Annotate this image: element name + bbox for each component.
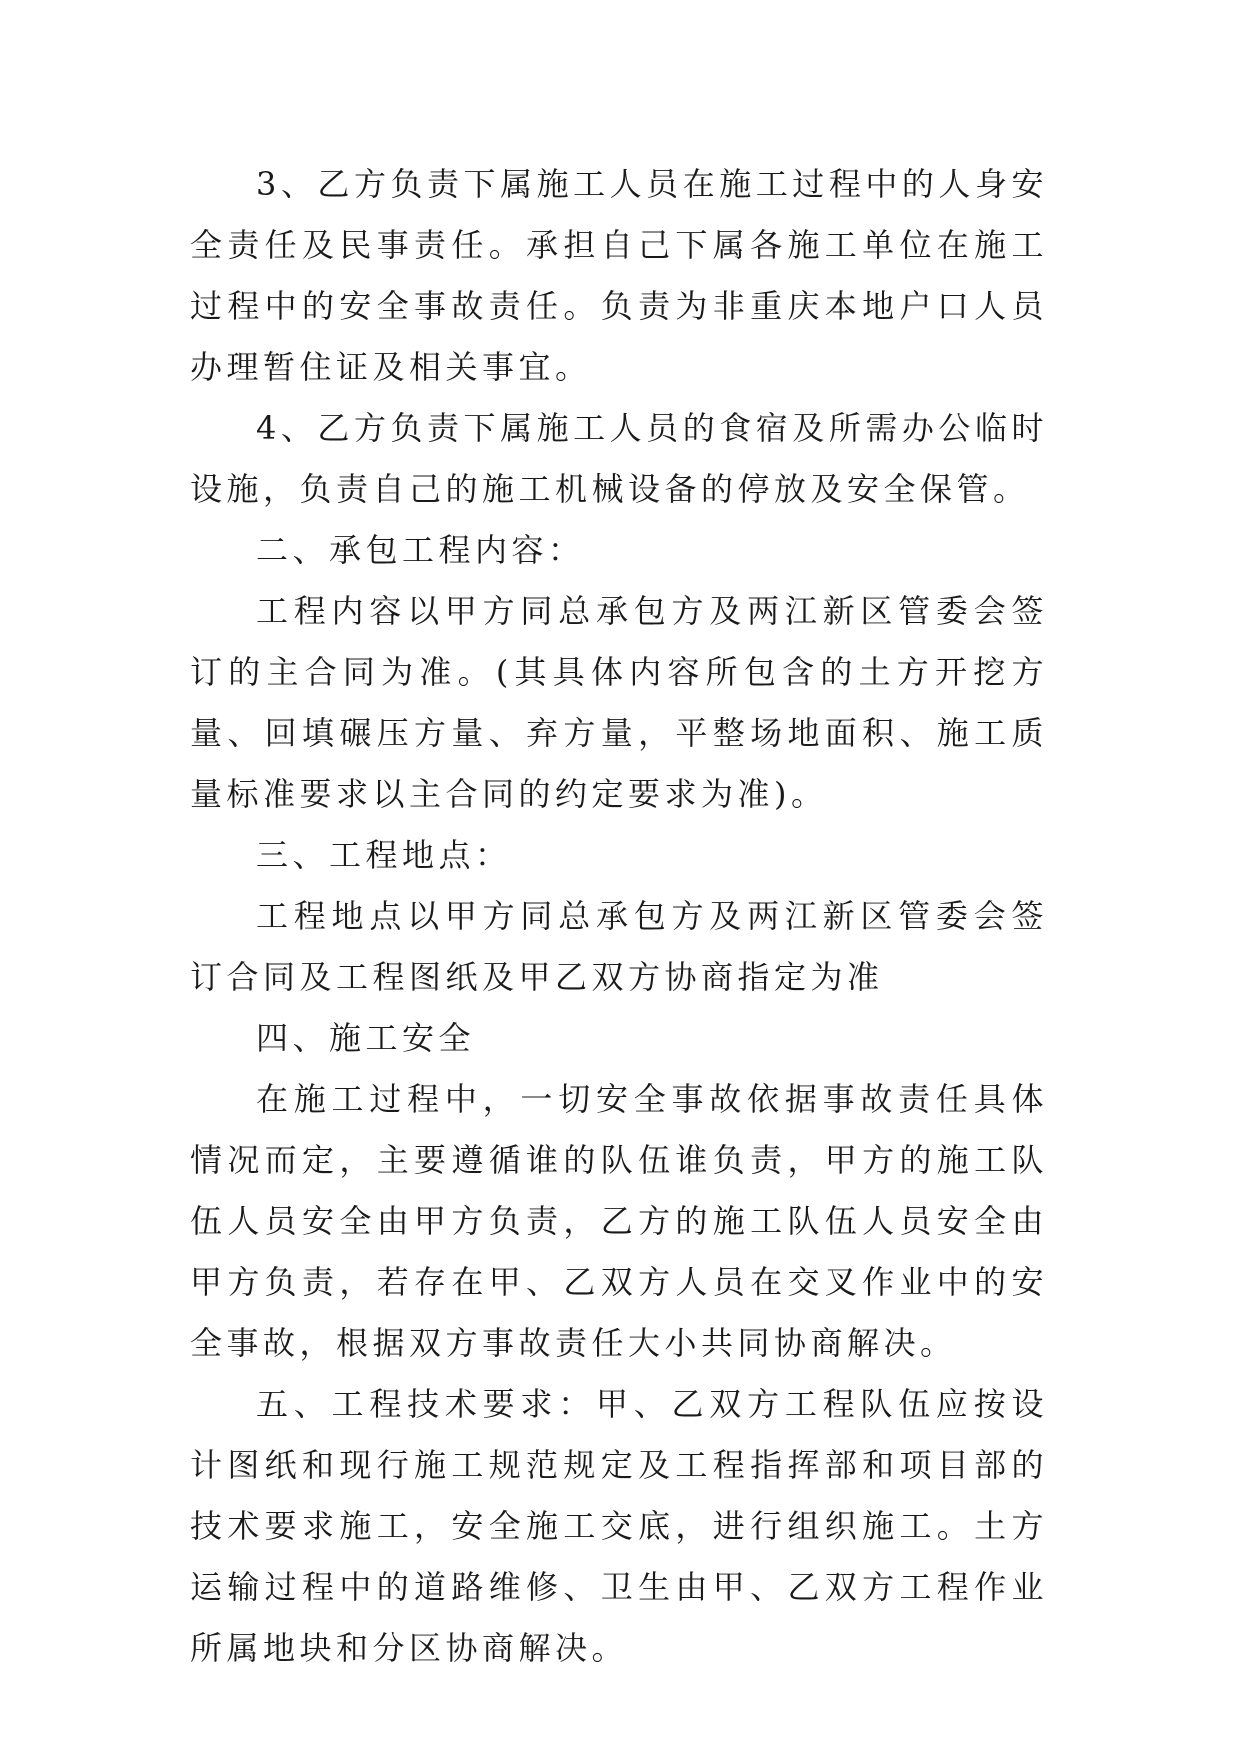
heading-section-2: 二、承包工程内容： [256,531,585,569]
document-body [190,154,1048,1679]
heading-section-3: 三、工程地点： [256,836,512,874]
heading-section-4: 四、施工安全 [256,1019,476,1057]
paragraph-section-5: 五、工程技术要求：甲、乙双方工程队伍应按设计图纸和现行施工规范规定及工程指挥部和项目部的技术要求施工，安全施工交底，进行组织施工。土方运输过程中的道路维修、卫生由甲、乙双方工程作业所属地块和分区协商解决。 [190,1385,1048,1667]
paragraph-clause-3: 3、乙方负责下属施工人员在施工过程中的人身安全责任及民事责任。承担自己下属各施工单位在施工过程中的安全事故责任。负责为非重庆本地户口人员办理暂住证及相关事宜。 [190,165,1048,386]
paragraph-section-4: 在施工过程中，一切安全事故依据事故责任具体情况而定，主要遵循谁的队伍谁负责，甲方的施工队伍人员安全由甲方负责，乙方的施工队伍人员安全由甲方负责，若存在甲、乙双方人员在交叉作业中的安全事故，根据双方事故责任大小共同协商解决。 [190,1080,1048,1362]
paragraph-section-3: 工程地点以甲方同总承包方及两江新区管委会签订合同及工程图纸及甲乙双方协商指定为准 [190,897,1048,996]
paragraph-section-2: 工程内容以甲方同总承包方及两江新区管委会签订的主合同为准。(其具体内容所包含的土方开挖方量、回填碾压方量、弃方量，平整场地面积、施工质量标准要求以主合同的约定要求为准)。 [190,592,1048,813]
paragraph-clause-4: 4、乙方负责下属施工人员的食宿及所需办公临时设施，负责自己的施工机械设备的停放及安全保管。 [190,409,1048,508]
